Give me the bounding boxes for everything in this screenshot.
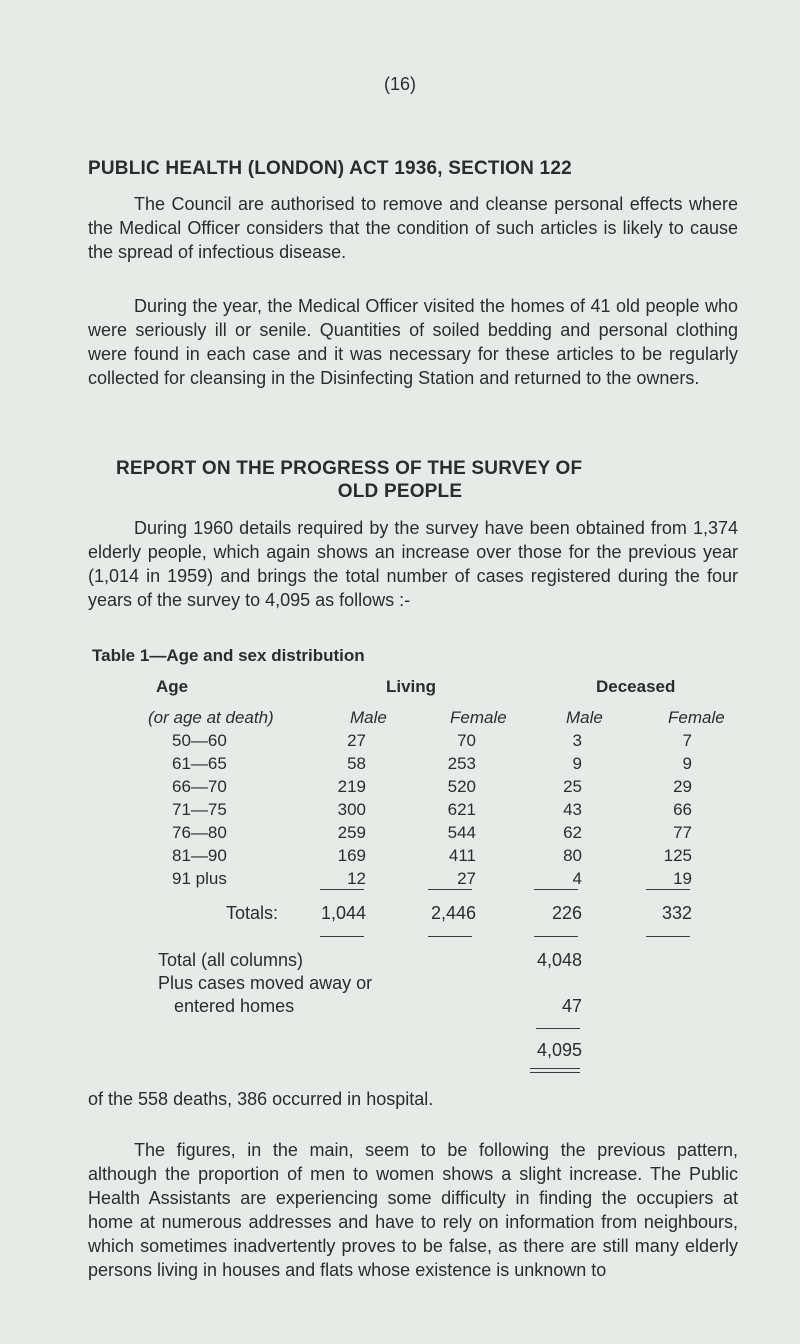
column-header-living: Living [386,677,437,696]
cell-living-female: 544 [447,823,476,842]
cell-living-male: 300 [337,800,366,819]
paragraph-figures: The figures, in the main, seem to be following the previous pattern, although the proportion of men to women shows a slight increase. The Public Health Assistants are experiencing some difficulty in finding the occupiers at home at numerous addresses and have to rely on information from neighbours, which sometimes inadvertently proves to be false, as there are still many elderly persons living in houses and flats whose existence is unknown to [88,1140,738,1280]
total-deceased-male: 226 [551,903,582,923]
column-rule [534,936,578,937]
cell-age: 66—70 [172,777,227,796]
cell-age: 61—65 [172,754,227,773]
cell-living-male: 169 [337,846,366,865]
cell-deceased-male: 62 [563,823,582,842]
plus-cases-label-line2: entered homes [174,996,295,1016]
all-columns-label: Total (all columns) [158,950,304,970]
column-rule [646,889,690,890]
column-rule [534,889,578,890]
cell-living-male: 27 [347,731,366,750]
subheader-living-female: Female [450,708,507,727]
cell-age: 91 plus [172,869,227,888]
cell-deceased-female: 66 [673,800,692,819]
column-rule [320,889,364,890]
total-deceased-female: 332 [661,903,692,923]
subheader-living-male: Male [350,708,387,727]
cell-deceased-male: 25 [563,777,582,796]
cell-living-male: 259 [337,823,366,842]
deaths-in-hospital-line: of the 558 deaths, 386 occurred in hospital. [88,1089,434,1109]
cell-age: 81—90 [172,846,227,865]
cell-deceased-female: 19 [673,869,692,888]
total-living-female: 2,446 [430,903,476,923]
column-header-age: Age [156,677,189,696]
plus-cases-label-line1: Plus cases moved away or [158,973,373,993]
subheader-deceased-male: Male [566,708,603,727]
cell-living-female: 253 [447,754,476,773]
cell-deceased-male: 4 [572,869,582,888]
paragraph-home-visits: During the year, the Medical Officer visited the homes of 41 old people who were seriously ill or senile. Quantities of soiled bedding and personal clothing were found in each case and it was necessary for these articles to be regularly collected for cleansing in the Disinfecting Station and returned to the owners. [88,296,738,388]
total-living-male: 1,044 [320,903,366,923]
column-rule [428,936,472,937]
cell-deceased-male: 43 [563,800,582,819]
totals-label: Totals: [226,903,279,923]
column-rule [646,936,690,937]
cell-deceased-male: 3 [572,731,582,750]
cell-deceased-male: 80 [563,846,582,865]
page-number: (16) [383,74,416,94]
cell-deceased-female: 7 [682,731,692,750]
section-heading-survey-line2: OLD PEOPLE [337,481,463,502]
column-rule [320,936,364,937]
cell-living-female: 621 [447,800,476,819]
cell-deceased-female: 9 [682,754,692,773]
section-heading-public-health: PUBLIC HEALTH (LONDON) ACT 1936, SECTION 122 [88,158,572,179]
cell-deceased-male: 9 [572,754,582,773]
cell-age: 50—60 [172,731,227,750]
cell-deceased-female: 29 [673,777,692,796]
cell-living-female: 520 [447,777,476,796]
section-heading-survey-line1: REPORT ON THE PROGRESS OF THE SURVEY OF [116,458,583,479]
cell-living-female: 27 [457,869,476,888]
cell-living-female: 70 [457,731,476,750]
column-rule [428,889,472,890]
cell-age: 71—75 [172,800,227,819]
column-header-deceased: Deceased [596,677,676,696]
cell-deceased-female: 77 [673,823,692,842]
cell-living-male: 219 [337,777,366,796]
column-rule [536,1028,580,1029]
table-title: Table 1—Age and sex distribution [92,646,365,665]
cell-living-male: 58 [347,754,366,773]
paragraph-survey-progress: During 1960 details required by the survey have been obtained from 1,374 elderly people, which again shows an increase over those for the previous year (1,014 in 1959) and brings the total number of cases registered during the four years of the survey to 4,095 as follows :- [88,518,738,610]
paragraph-cleansing: The Council are authorised to remove and cleanse personal effects where the Medical Officer considers that the condition of such articles is likely to cause the spread of infectious disease. [88,194,738,262]
subheader-age-at-death: (or age at death) [148,708,274,727]
cell-living-male: 12 [347,869,366,888]
grand-total: 4,095 [536,1040,582,1060]
subheader-deceased-female: Female [668,708,725,727]
all-columns-value: 4,048 [536,950,582,970]
cell-age: 76—80 [172,823,227,842]
cell-living-female: 411 [448,846,476,865]
cell-deceased-female: 125 [663,846,692,865]
plus-cases-value: 47 [561,996,582,1016]
double-rule [530,1068,580,1073]
